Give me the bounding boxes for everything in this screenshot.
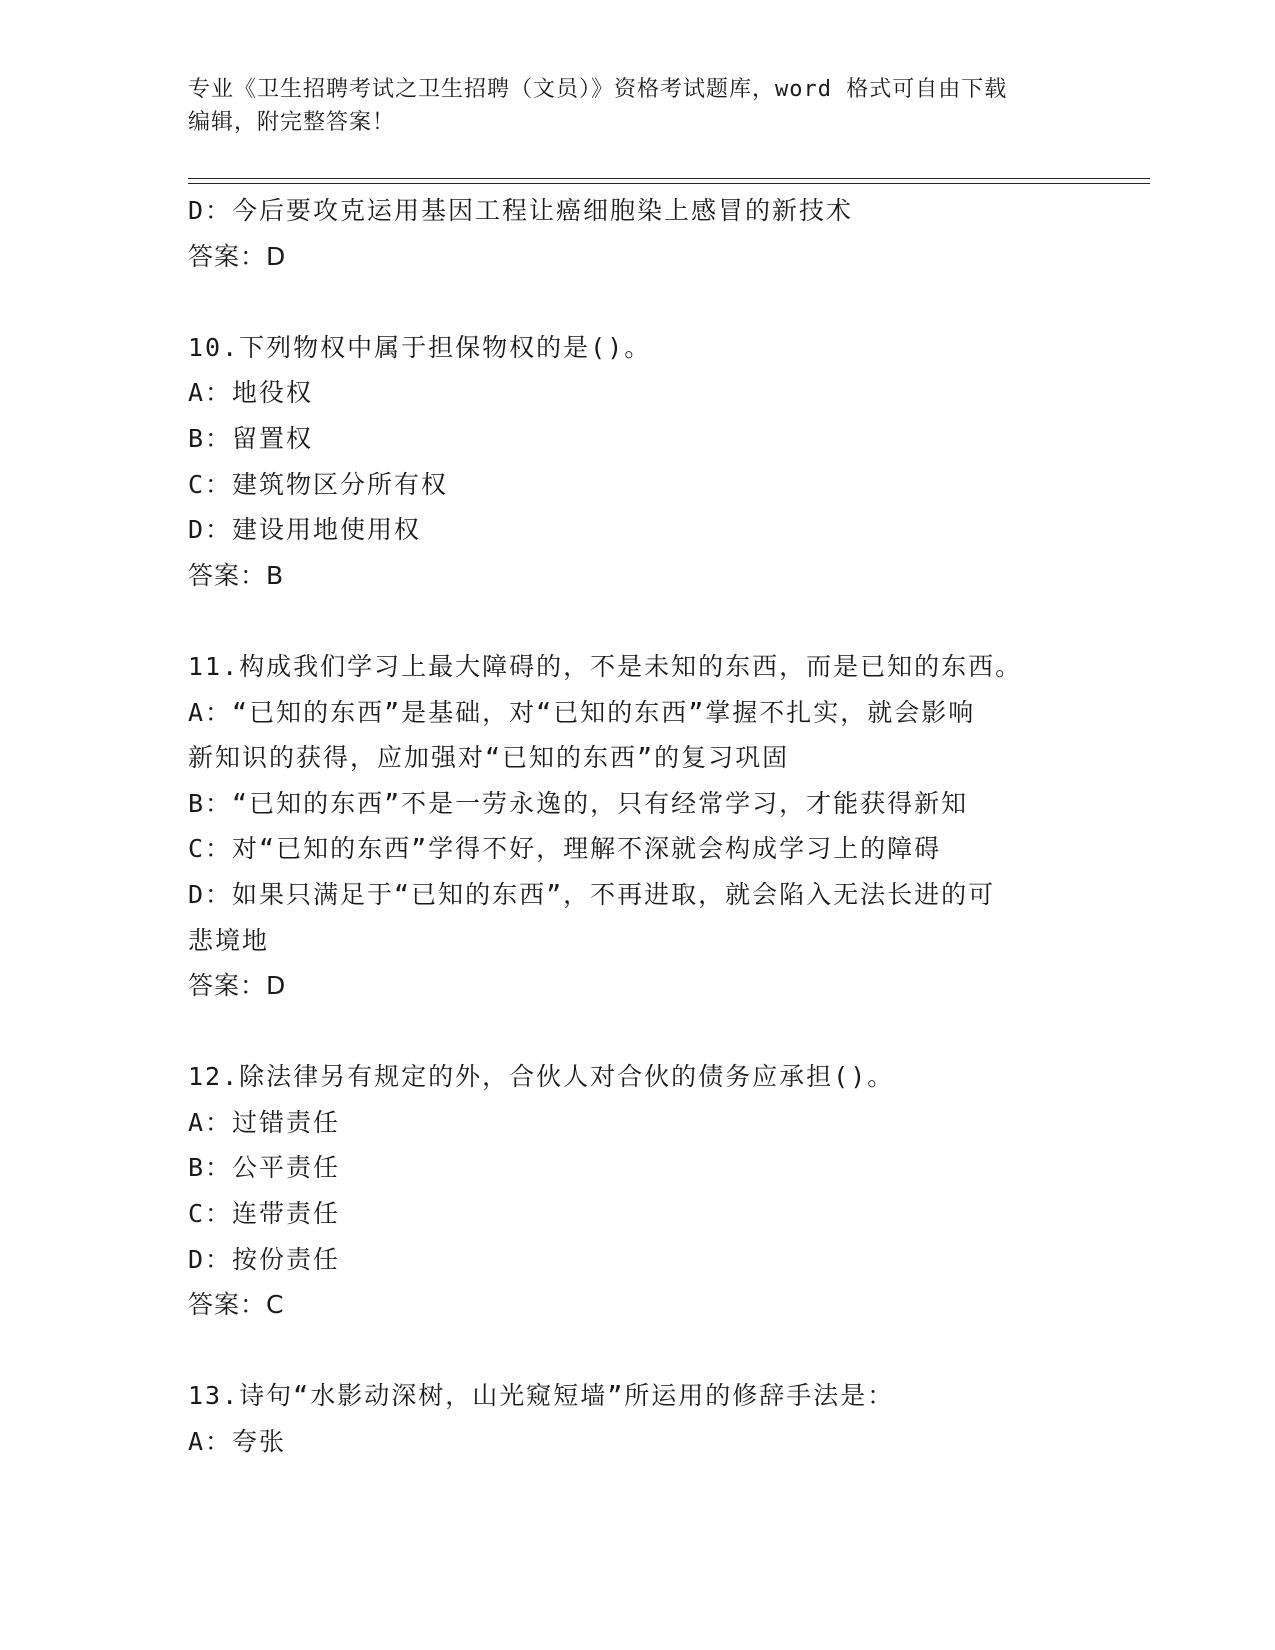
- header-line-2: 编辑，附完整答案！: [188, 110, 396, 135]
- header-divider-bottom: [188, 183, 1150, 184]
- question-12: [188, 1054, 1088, 1328]
- prev-answer: 答案：D: [188, 241, 287, 271]
- question-11: [188, 644, 1088, 1009]
- question-text: 11.构成我们学习上最大障碍的，不是未知的东西，而是已知的东西。: [188, 651, 1023, 681]
- option-a-line-2: 新知识的获得，应加强对“已知的东西”的复习巩固: [188, 743, 790, 773]
- option-c: C：连带责任: [188, 1199, 341, 1229]
- spacer: [188, 598, 1088, 644]
- document-header: [188, 73, 1068, 139]
- option-d-line-2: 悲境地: [188, 925, 270, 955]
- prev-option-d: D：今后要攻克运用基因工程让癌细胞染上感冒的新技术: [188, 196, 854, 225]
- question-content: [188, 188, 1088, 1465]
- question-text: 12.除法律另有规定的外，合伙人对合伙的债务应承担()。: [188, 1062, 895, 1092]
- answer: 答案：B: [188, 560, 285, 590]
- option-c: C：建筑物区分所有权: [188, 469, 449, 499]
- option-b: B：留置权: [188, 423, 314, 453]
- option-d-line-1: D：如果只满足于“已知的东西”，不再进取，就会陷入无法长进的可: [188, 879, 996, 909]
- spacer: [188, 1328, 1088, 1374]
- spacer: [188, 1009, 1088, 1055]
- question-10: [188, 325, 1088, 599]
- question-text: 10.下列物权中属于担保物权的是()。: [188, 332, 652, 362]
- question-text: 13.诗句“水影动深树，山光窥短墙”所运用的修辞手法是：: [188, 1381, 895, 1411]
- question-13: [188, 1373, 1088, 1464]
- option-b: B：公平责任: [188, 1153, 341, 1183]
- option-b: B：“已知的东西”不是一劳永逸的，只有经常学习，才能获得新知: [188, 788, 969, 818]
- option-d: D：建设用地使用权: [188, 515, 422, 545]
- option-d: D：按份责任: [188, 1244, 341, 1274]
- answer: 答案：D: [188, 971, 287, 1001]
- answer: 答案：C: [188, 1290, 285, 1320]
- header-line-1: 专业《卫生招聘考试之卫生招聘（文员）》资格考试题库，word 格式可自由下载: [188, 77, 1008, 102]
- header-divider-top: [188, 178, 1150, 179]
- spacer: [188, 279, 1088, 325]
- option-c: C：对“已知的东西”学得不好，理解不深就会构成学习上的障碍: [188, 834, 942, 864]
- option-a-line-1: A：“已知的东西”是基础，对“已知的东西”掌握不扎实，就会影响: [188, 697, 976, 727]
- option-a: A：过错责任: [188, 1107, 341, 1137]
- option-a: A：夸张: [188, 1427, 287, 1457]
- option-a: A：地役权: [188, 378, 314, 408]
